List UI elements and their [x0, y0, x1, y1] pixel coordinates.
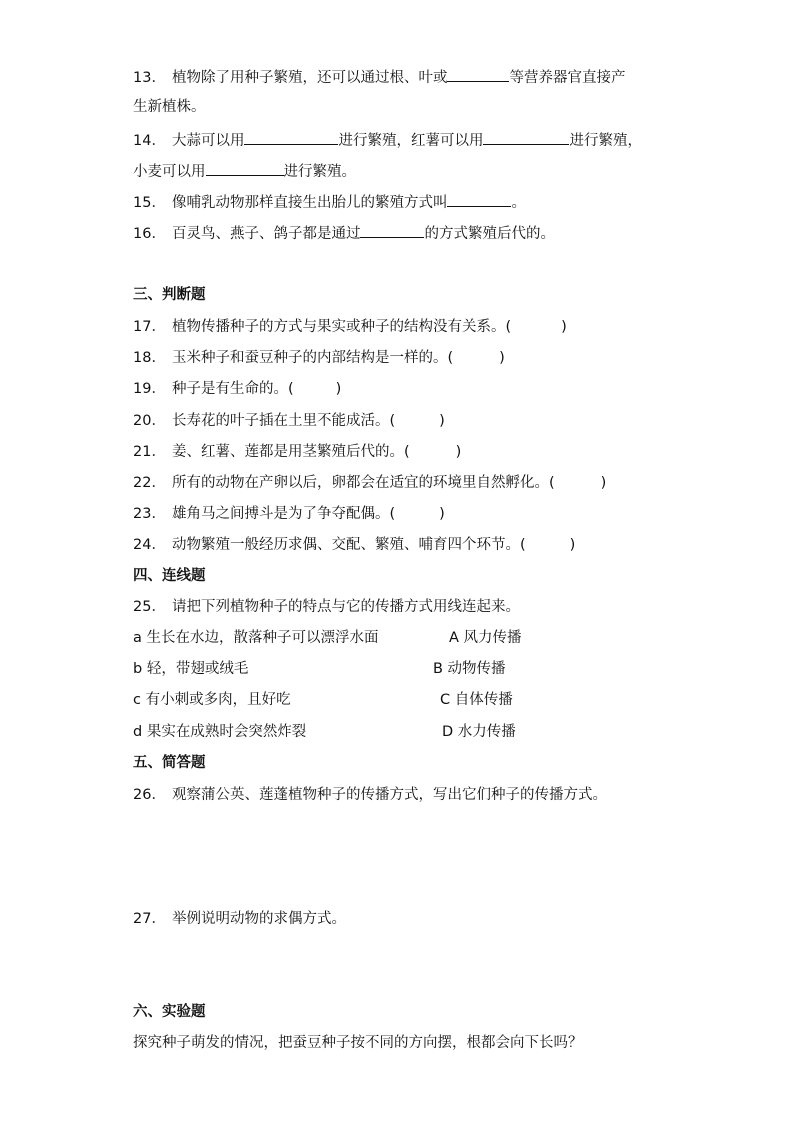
- bracket: ): [335, 381, 342, 397]
- section-heading-short-answer: 五、简答题: [133, 755, 206, 771]
- question-text: 举例说明动物的求偶方式。: [171, 911, 346, 927]
- judge-question: [133, 317, 567, 337]
- judge-question: [133, 473, 606, 493]
- question-number: 23．: [133, 506, 166, 522]
- bracket: ): [561, 319, 567, 335]
- question-text: 进行繁殖，: [569, 133, 642, 149]
- answer-blank[interactable]: [206, 160, 284, 176]
- answer-blank[interactable]: [360, 222, 424, 238]
- question-number: 14．: [133, 133, 166, 149]
- question-text: 动物繁殖一般经历求偶、交配、繁殖、哺育四个环节。(: [171, 537, 526, 553]
- answer-blank[interactable]: [447, 191, 511, 207]
- question-text: 所有的动物在产卵以后，卵都会在适宜的环境里自然孵化。(: [171, 475, 555, 491]
- question-number: 22．: [133, 475, 166, 491]
- question-number: 17．: [133, 319, 166, 335]
- question-text: 的方式繁殖后代的。: [424, 226, 555, 242]
- question-13: [133, 66, 625, 88]
- question-number: 15．: [133, 195, 166, 211]
- judge-question: [133, 535, 575, 555]
- judge-question: [133, 348, 505, 368]
- question-25: [133, 597, 520, 617]
- question-number: 24．: [133, 537, 166, 553]
- question-number: 21．: [133, 444, 166, 460]
- question-text: 大蒜可以用: [171, 133, 245, 149]
- question-14-line2: [133, 160, 356, 182]
- section-heading-experiment: 六、实验题: [133, 1004, 206, 1020]
- question-text: 进行繁殖。: [283, 164, 356, 180]
- question-text: 雄角马之间搏斗是为了争夺配偶。(: [171, 506, 396, 522]
- match-left-item[interactable]: d 果实在成熟时会突然炸裂: [133, 724, 307, 740]
- question-text: 等营养器官直接产: [509, 70, 626, 86]
- question-27: [133, 909, 346, 929]
- question-number: 19．: [133, 381, 166, 397]
- bracket: ): [600, 475, 607, 491]
- judge-question: [133, 379, 341, 399]
- question-text: 进行繁殖，红薯可以用: [338, 133, 484, 149]
- question-text: 小麦可以用: [133, 164, 206, 180]
- question-16: [133, 222, 555, 244]
- match-right-item[interactable]: C 自体传播: [440, 692, 513, 708]
- question-number: 27．: [133, 911, 166, 927]
- bracket: ): [439, 413, 445, 429]
- question-number: 13．: [133, 70, 166, 86]
- question-14: [133, 129, 642, 151]
- question-number: 18．: [133, 350, 166, 366]
- bracket: ): [455, 444, 462, 460]
- judge-question: [133, 504, 445, 524]
- question-text: 种子是有生命的。(: [171, 381, 294, 397]
- match-left-item[interactable]: a 生长在水边，散落种子可以漂浮水面: [133, 630, 379, 646]
- experiment-prompt: 探究种子萌发的情况，把蚕豆种子按不同的方向摆，根都会向下长吗？: [133, 1035, 583, 1051]
- section-heading-judge: 三、判断题: [133, 287, 206, 303]
- answer-blank[interactable]: [483, 129, 569, 145]
- question-text: 百灵鸟、燕子、鸽子都是通过: [171, 226, 361, 242]
- question-text: 姜、红薯、莲都是用茎繁殖后代的。(: [171, 444, 410, 460]
- question-26: [133, 785, 607, 805]
- judge-question: [133, 411, 445, 431]
- question-text: 长寿花的叶子插在土里不能成活。(: [171, 413, 396, 429]
- question-text: 观察蒲公英、莲蓬植物种子的传播方式，写出它们种子的传播方式。: [171, 787, 607, 803]
- match-right-item[interactable]: D 水力传播: [442, 724, 516, 740]
- question-number: 25．: [133, 599, 166, 615]
- bracket: ): [499, 350, 505, 366]
- question-text: 。: [511, 195, 526, 211]
- question-text: 植物除了用种子繁殖，还可以通过根、叶或: [171, 70, 448, 86]
- answer-blank[interactable]: [244, 129, 338, 145]
- bracket: ): [569, 537, 576, 553]
- question-13-line2: 生新植株。: [133, 99, 206, 115]
- question-text: 请把下列植物种子的特点与它的传播方式用线连起来。: [171, 599, 520, 615]
- match-right-item[interactable]: B 动物传播: [433, 661, 506, 677]
- match-right-item[interactable]: A 风力传播: [449, 630, 522, 646]
- match-left-item[interactable]: b 轻，带翅或绒毛: [133, 661, 249, 677]
- question-number: 16．: [133, 226, 166, 242]
- section-heading-match: 四、连线题: [133, 568, 206, 584]
- question-number: 20．: [133, 413, 166, 429]
- question-text: 玉米种子和蚕豆种子的内部结构是一样的。(: [171, 350, 454, 366]
- judge-question: [133, 442, 461, 462]
- answer-blank[interactable]: [447, 66, 509, 82]
- question-text: 像哺乳动物那样直接生出胎儿的繁殖方式叫: [171, 195, 448, 211]
- question-text: 植物传播种子的方式与果实或种子的结构没有关系。(: [171, 319, 512, 335]
- question-number: 26．: [133, 787, 166, 803]
- question-15: [133, 191, 526, 213]
- bracket: ): [439, 506, 445, 522]
- match-left-item[interactable]: c 有小刺或多肉，且好吃: [133, 692, 291, 708]
